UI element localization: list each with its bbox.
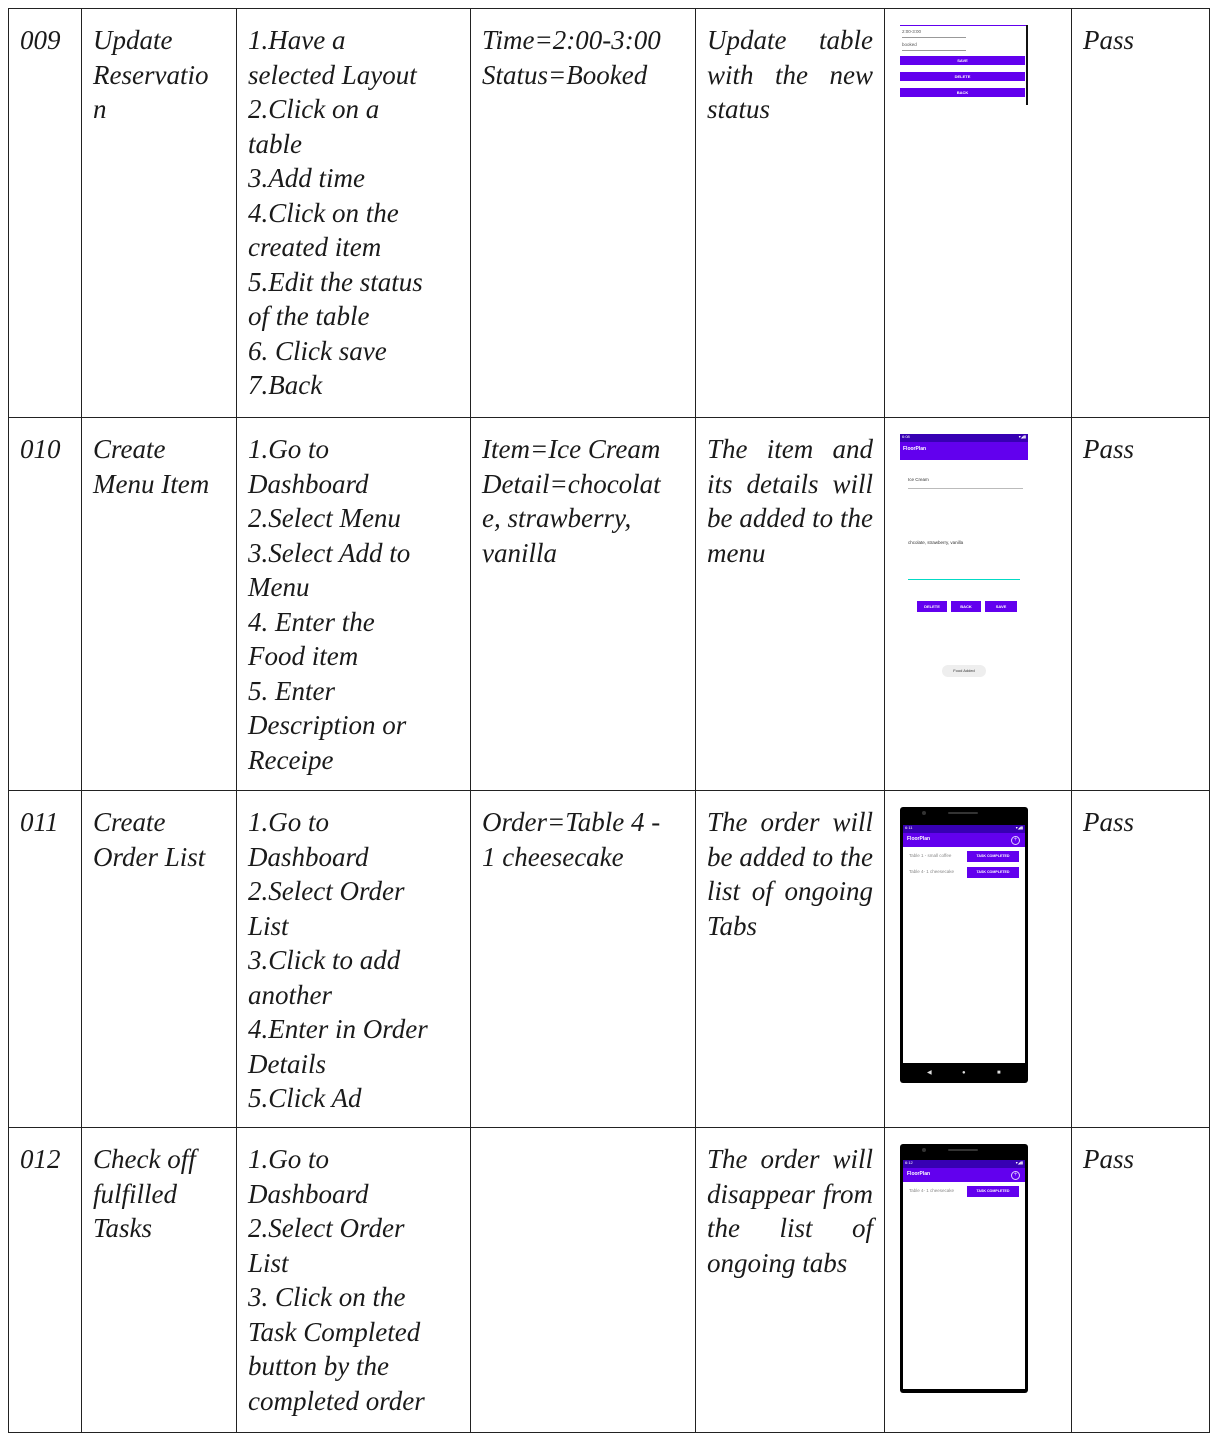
case-name — [82, 1128, 237, 1433]
cell-line: 4.Enter in Order — [248, 1014, 428, 1044]
case-result: Pass — [1072, 791, 1210, 1128]
case-test-data — [471, 9, 696, 418]
case-id: 009 — [9, 9, 82, 418]
cell-line: Task Completed — [248, 1316, 421, 1347]
cell-line: List — [248, 1247, 289, 1278]
case-id: 012 — [9, 1128, 82, 1433]
order-row — [909, 1186, 1019, 1197]
home-circle-icon[interactable]: ● — [962, 1070, 966, 1076]
cell-line: 3. Click on the — [248, 1282, 406, 1312]
status-icons: ▾◢▮ — [1015, 825, 1023, 830]
app-title: FloorPlan — [903, 446, 927, 452]
cell-line: Order List — [93, 841, 206, 872]
case-expected: The order will disappear from the list of ongoing tabs — [696, 1128, 885, 1433]
cell-line: Order=Table 4 - — [482, 807, 661, 837]
case-expected: The item and its details will be added to the menu — [696, 418, 885, 791]
case-steps — [237, 9, 471, 418]
cell-line: 2.Select Order — [248, 1213, 405, 1243]
cell-line: 5.Click Ad — [248, 1083, 362, 1113]
cell-line: Detail=chocolat — [482, 468, 661, 499]
cell-line: 3.Add time — [248, 163, 365, 193]
add-order-icon[interactable]: + — [1011, 1171, 1020, 1180]
test-case-row-009 — [9, 9, 1210, 418]
case-screenshot — [885, 1128, 1072, 1433]
detail-field[interactable]: chcolate, strawberry, vanilla — [908, 540, 964, 545]
cell-line: n — [93, 94, 107, 124]
cell-line: button by the — [248, 1351, 389, 1381]
cell-line: selected Layout — [248, 59, 417, 90]
case-name — [82, 418, 237, 791]
cell-line: 4.Click on the — [248, 197, 399, 228]
status-icons: ▾◢▮ — [1018, 434, 1026, 439]
cell-line: 2.Select Order — [248, 876, 405, 906]
cell-line: 1.Go to — [248, 434, 329, 464]
cell-line: 2.Select Menu — [248, 503, 401, 533]
back-triangle-icon[interactable]: ◀ — [927, 1070, 932, 1076]
cell-line: 3.Click to add — [248, 945, 401, 975]
cell-line: Dashboard — [248, 468, 369, 499]
case-result: Pass — [1072, 1128, 1210, 1433]
cell-line: Dashboard — [248, 1178, 369, 1209]
order-row — [909, 851, 1019, 862]
case-test-data — [471, 418, 696, 791]
order-text: Table 4- 1 cheesecake — [909, 869, 955, 874]
cell-line: 1.Have a — [248, 25, 346, 55]
time-field[interactable]: 2:00-3:00 — [902, 29, 922, 34]
test-case-table — [8, 8, 1210, 1433]
cell-line: fulfilled — [93, 1178, 177, 1209]
task-completed-button[interactable]: TASK COMPLETED — [967, 867, 1019, 878]
case-test-data — [471, 791, 696, 1128]
case-result: Pass — [1072, 418, 1210, 791]
order-list-screenshot — [900, 807, 1028, 1083]
add-order-icon[interactable]: + — [1011, 836, 1020, 845]
cell-line: 7.Back — [248, 370, 323, 400]
cell-line: 6. Click save — [248, 335, 387, 366]
cell-line: Tasks — [93, 1213, 153, 1243]
test-case-row-011 — [9, 791, 1210, 1128]
cell-line: Check off — [93, 1144, 196, 1174]
case-screenshot — [885, 418, 1072, 791]
case-id: 010 — [9, 418, 82, 791]
item-name-field[interactable]: Ice Cream — [908, 477, 929, 482]
status-time: 6:08 — [902, 434, 910, 439]
cell-line: Reservatio — [93, 59, 209, 90]
reservation-edit-screenshot — [900, 25, 1028, 105]
cell-line: Food item — [248, 641, 359, 671]
cell-line: created item — [248, 232, 382, 262]
delete-button[interactable]: DELETE — [917, 601, 947, 612]
app-title: FloorPlan — [907, 1171, 931, 1177]
case-steps — [237, 418, 471, 791]
case-screenshot — [885, 791, 1072, 1128]
android-nav-bar — [903, 1068, 1025, 1080]
cell-line: 3.Select Add to — [248, 537, 411, 568]
cell-line: Update — [93, 25, 173, 55]
save-button[interactable]: SAVE — [900, 56, 1025, 65]
cell-line: table — [248, 128, 302, 159]
cell-line: completed order — [248, 1385, 425, 1416]
app-title: FloorPlan — [907, 836, 931, 842]
cell-line: Menu — [248, 572, 310, 602]
cell-line: 5.Edit the status — [248, 266, 423, 297]
cell-line: 1 cheesecake — [482, 841, 624, 872]
case-steps — [237, 791, 471, 1128]
case-steps — [237, 1128, 471, 1433]
cell-line: e, strawberry, — [482, 503, 632, 533]
cell-line: Time=2:00-3:00 — [482, 25, 661, 55]
add-menu-item-screenshot — [900, 434, 1028, 684]
cell-line: 2.Click on a — [248, 94, 380, 124]
task-completed-button[interactable]: TASK COMPLETED — [967, 1186, 1019, 1197]
cell-line: Status=Booked — [482, 59, 648, 90]
save-button[interactable]: SAVE — [985, 601, 1017, 612]
order-text: Table 4- 1 cheesecake — [909, 1188, 955, 1193]
cell-line: 1.Go to — [248, 807, 329, 837]
case-expected: The order will be added to the list of ongoing Tabs — [696, 791, 885, 1128]
cell-line: Menu Item — [93, 468, 210, 499]
case-test-data — [471, 1128, 696, 1433]
case-screenshot — [885, 9, 1072, 418]
delete-button[interactable]: DELETE — [900, 72, 1025, 81]
cell-line: 5. Enter — [248, 675, 335, 706]
test-case-row-010 — [9, 418, 1210, 791]
cell-line: another — [248, 979, 332, 1010]
cell-line: List — [248, 910, 289, 941]
recent-square-icon[interactable]: ■ — [997, 1070, 1001, 1076]
back-button[interactable]: BACK — [951, 601, 981, 612]
status-field[interactable]: booked — [902, 42, 917, 47]
case-expected: Update table with the new status — [696, 9, 885, 418]
cell-line: 4. Enter the — [248, 606, 375, 637]
cell-line: Dashboard — [248, 841, 369, 872]
order-completed-screenshot — [900, 1144, 1028, 1393]
cell-line: Receipe — [248, 744, 334, 775]
cell-line: Create — [93, 434, 166, 464]
order-text: Table 1 - small coffee — [909, 853, 952, 858]
back-button[interactable]: BACK — [900, 88, 1025, 97]
status-time: 6:12 — [905, 1160, 913, 1165]
status-time: 6:11 — [905, 825, 913, 830]
order-row — [909, 867, 1019, 878]
test-case-row-012 — [9, 1128, 1210, 1433]
task-completed-button[interactable]: TASK COMPLETED — [967, 851, 1019, 862]
case-result: Pass — [1072, 9, 1210, 418]
cell-line: of the table — [248, 301, 370, 331]
toast-message: Food Added — [942, 665, 986, 677]
cell-line: Create — [93, 807, 166, 837]
case-name — [82, 9, 237, 418]
cell-line: 1.Go to — [248, 1144, 329, 1174]
case-name — [82, 791, 237, 1128]
cell-line: Description or — [248, 710, 407, 740]
cell-line: Details — [248, 1048, 326, 1079]
cell-line: vanilla — [482, 537, 557, 568]
case-id: 011 — [9, 791, 82, 1128]
cell-line: Item=Ice Cream — [482, 434, 661, 464]
status-icons: ▾◢▮ — [1015, 1160, 1023, 1165]
